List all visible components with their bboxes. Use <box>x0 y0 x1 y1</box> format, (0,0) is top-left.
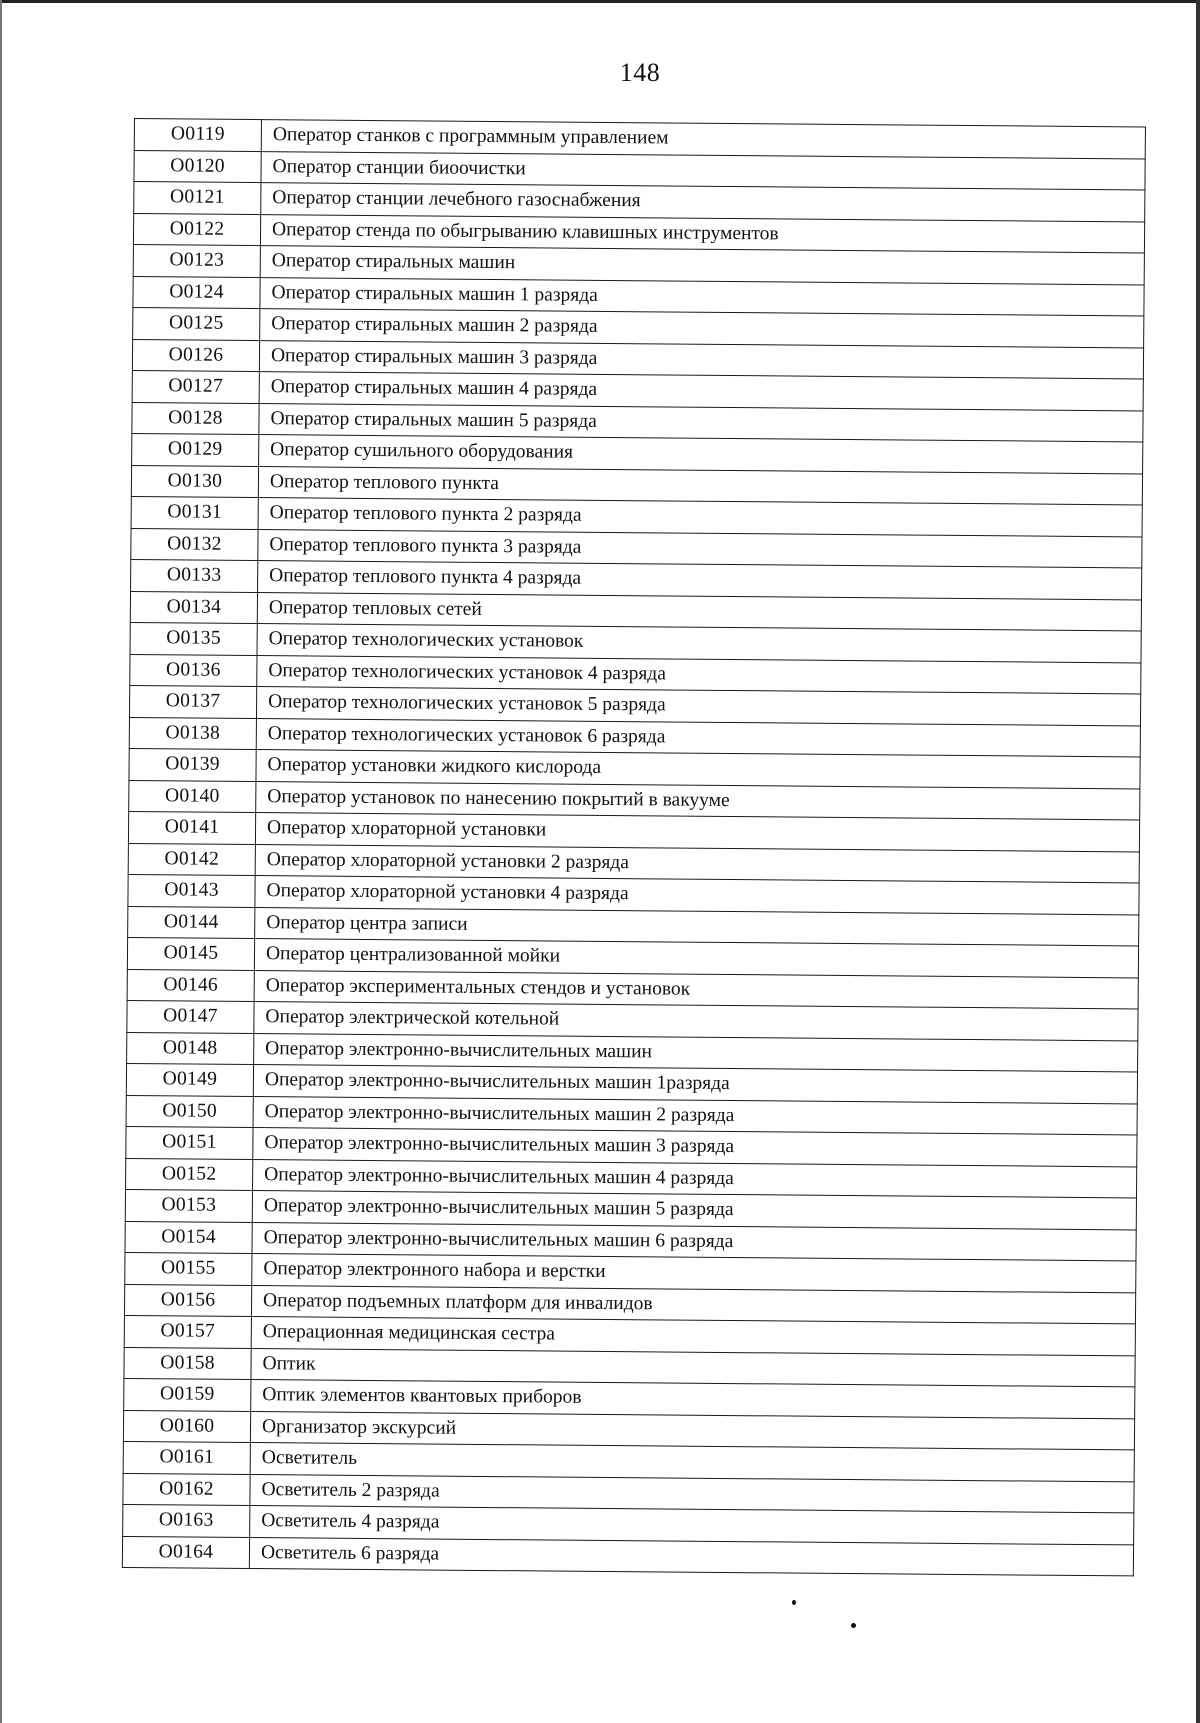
row-profession-name: Оператор хлораторной установки <box>255 813 1139 852</box>
row-profession-name: Оператор хлораторной установки 2 разряда <box>255 844 1139 883</box>
row-code: O0129 <box>132 433 259 466</box>
row-profession-name: Оператор стиральных машин 3 разряда <box>259 340 1143 379</box>
row-profession-name: Оператор стиральных машин 4 разряда <box>259 372 1143 411</box>
row-profession-name: Оператор станции биоочистки <box>261 151 1145 190</box>
row-profession-name: Оператор хлораторной установки 4 разряда <box>255 876 1139 915</box>
row-code: O0149 <box>126 1063 253 1096</box>
row-code: O0135 <box>130 622 257 655</box>
row-profession-name: Оператор экспериментальных стендов и установок <box>254 970 1138 1009</box>
row-profession-name: Оператор электрической котельной <box>254 1002 1138 1041</box>
row-code: O0140 <box>129 780 256 813</box>
row-code: O0120 <box>134 150 261 183</box>
row-code: O0158 <box>124 1347 251 1380</box>
row-profession-name: Осветитель <box>250 1443 1134 1482</box>
row-code: O0144 <box>128 906 255 939</box>
scan-speck <box>851 1623 856 1628</box>
row-code: O0131 <box>131 496 258 529</box>
row-profession-name: Оптик элементов квантовых приборов <box>251 1380 1135 1419</box>
row-profession-name: Оператор централизованной мойки <box>254 939 1138 978</box>
row-code: O0139 <box>129 748 256 781</box>
row-profession-name: Оператор установки жидкого кислорода <box>256 750 1140 789</box>
row-code: O0150 <box>126 1095 253 1128</box>
row-profession-name: Оператор электронно-вычислительных машин 6 разряда <box>252 1222 1136 1261</box>
row-profession-name: Оператор электронно-вычислительных машин <box>254 1033 1138 1072</box>
row-code: O0145 <box>127 937 254 970</box>
row-profession-name: Осветитель 6 разряда <box>249 1537 1133 1576</box>
row-code: O0160 <box>123 1410 250 1443</box>
row-code: O0151 <box>126 1126 253 1159</box>
row-code: O0126 <box>132 339 259 372</box>
scan-speck <box>792 1600 796 1605</box>
row-code: O0141 <box>128 811 255 844</box>
profession-table-body <box>122 119 1145 1576</box>
row-code: O0153 <box>125 1189 252 1222</box>
row-profession-name: Оператор электронно-вычислительных машин 4 разряда <box>253 1159 1137 1198</box>
row-profession-name: Оператор стиральных машин 2 разряда <box>260 309 1144 348</box>
row-code: O0121 <box>134 182 261 215</box>
row-profession-name: Оператор стиральных машин 1 разряда <box>260 277 1144 316</box>
row-code: O0162 <box>123 1473 250 1506</box>
row-code: O0163 <box>123 1504 250 1537</box>
row-code: O0128 <box>132 402 259 435</box>
row-code: O0146 <box>127 969 254 1002</box>
row-code: O0134 <box>130 591 257 624</box>
profession-table-wrapper <box>122 118 1146 1576</box>
row-profession-name: Оператор теплового пункта <box>258 466 1142 505</box>
row-profession-name: Оператор стиральных машин 5 разряда <box>259 403 1143 442</box>
row-code: O0164 <box>122 1536 249 1569</box>
row-profession-name: Оператор теплового пункта 2 разряда <box>258 498 1142 537</box>
row-profession-name: Оператор станции лечебного газоснабжения <box>261 183 1145 222</box>
row-code: O0132 <box>131 528 258 561</box>
row-profession-name: Организатор экскурсий <box>250 1411 1134 1450</box>
profession-table <box>122 118 1146 1576</box>
row-code: O0147 <box>127 1000 254 1033</box>
row-profession-name: Оператор технологических установок 4 разряда <box>257 655 1141 694</box>
row-profession-name: Операционная медицинская сестра <box>251 1317 1135 1356</box>
row-profession-name: Оператор теплового пункта 3 разряда <box>258 529 1142 568</box>
row-code: O0136 <box>130 654 257 687</box>
row-profession-name: Оператор теплового пункта 4 разряда <box>258 561 1142 600</box>
row-profession-name: Оператор станков с программным управлением <box>261 120 1145 159</box>
row-profession-name: Осветитель 2 разряда <box>250 1474 1134 1513</box>
row-code: O0130 <box>131 465 258 498</box>
row-profession-name: Оператор стиральных машин <box>260 246 1144 285</box>
row-code: O0157 <box>124 1315 251 1348</box>
row-code: O0125 <box>133 307 260 340</box>
scan-right-edge <box>1196 0 1200 1723</box>
row-code: O0142 <box>128 843 255 876</box>
row-profession-name: Оператор технологических установок <box>257 624 1141 663</box>
row-profession-name: Оператор электронно-вычислительных машин 5 разряда <box>252 1191 1136 1230</box>
row-code: O0155 <box>125 1252 252 1285</box>
row-code: O0161 <box>123 1441 250 1474</box>
row-code: O0152 <box>126 1158 253 1191</box>
scan-top-edge <box>0 0 1200 3</box>
row-code: O0156 <box>124 1284 251 1317</box>
row-profession-name: Оператор центра записи <box>255 907 1139 946</box>
row-code: O0159 <box>124 1378 251 1411</box>
row-profession-name: Оператор электронно-вычислительных машин 3 разряда <box>253 1128 1137 1167</box>
row-profession-name: Оператор технологических установок 6 разряда <box>256 718 1140 757</box>
row-code: O0119 <box>134 119 261 152</box>
row-profession-name: Оператор подъемных платформ для инвалидов <box>251 1285 1135 1324</box>
row-profession-name: Осветитель 4 разряда <box>250 1506 1134 1545</box>
row-profession-name: Оператор сушильного оборудования <box>259 435 1143 474</box>
row-code: O0133 <box>131 559 258 592</box>
row-code: O0148 <box>127 1032 254 1065</box>
row-profession-name: Оператор электронного набора и верстки <box>252 1254 1136 1293</box>
row-code: O0127 <box>132 370 259 403</box>
row-profession-name: Оператор тепловых сетей <box>257 592 1141 631</box>
row-code: O0143 <box>128 874 255 907</box>
row-profession-name: Оптик <box>251 1348 1135 1387</box>
row-profession-name: Оператор стенда по обыгрыванию клавишных инструментов <box>260 214 1144 253</box>
row-profession-name: Оператор технологических установок 5 разряда <box>256 687 1140 726</box>
row-code: O0154 <box>125 1221 252 1254</box>
scan-left-edge <box>0 0 2 1723</box>
row-code: O0122 <box>133 213 260 246</box>
row-code: O0137 <box>129 685 256 718</box>
page-number: 148 <box>619 58 661 87</box>
row-code: O0124 <box>133 276 260 309</box>
row-profession-name: Оператор установок по нанесению покрытий в вакууме <box>256 781 1140 820</box>
row-code: O0138 <box>129 717 256 750</box>
row-profession-name: Оператор электронно-вычислительных машин 2 разряда <box>253 1096 1137 1135</box>
row-profession-name: Оператор электронно-вычислительных машин 1разряда <box>253 1065 1137 1104</box>
row-code: O0123 <box>133 244 260 277</box>
